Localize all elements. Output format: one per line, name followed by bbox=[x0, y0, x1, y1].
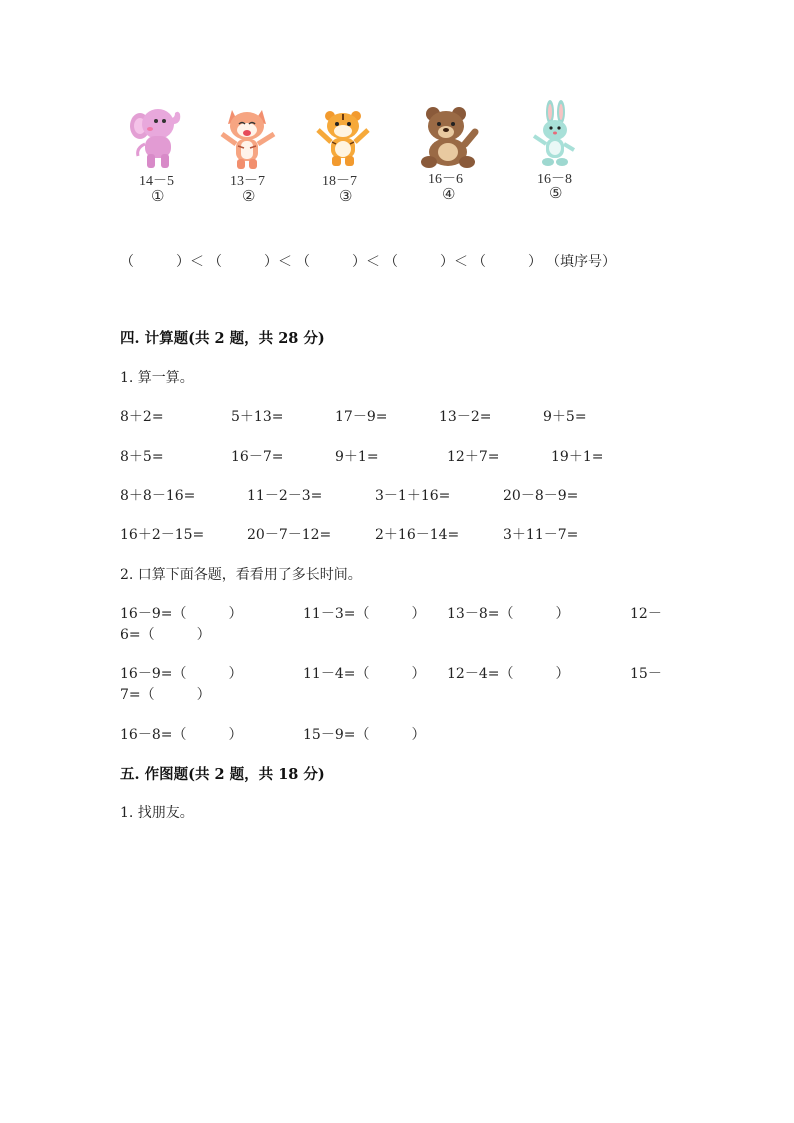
order-blank-5[interactable]: （ ） bbox=[472, 254, 542, 270]
cat-icon bbox=[218, 104, 280, 170]
order-blank-3[interactable]: （ ） bbox=[296, 254, 366, 270]
q2-item: 16－9=（ ） bbox=[120, 666, 243, 682]
q1-item: 9＋5= bbox=[543, 409, 587, 425]
animal-4-number: ④ bbox=[442, 185, 456, 203]
q1-item: 9＋1= bbox=[335, 449, 379, 465]
q2-item: 11－3=（ ） bbox=[303, 606, 426, 622]
bear-icon bbox=[417, 104, 481, 170]
q2-item: 12－4=（ ） bbox=[447, 666, 570, 682]
less-than-sign: ＜ bbox=[190, 254, 204, 270]
q1-item: 3－1＋16= bbox=[375, 488, 451, 504]
q1-item: 8＋5= bbox=[120, 449, 164, 465]
q1-item: 2＋16－14= bbox=[375, 527, 460, 543]
less-than-sign: ＜ bbox=[366, 254, 380, 270]
less-than-sign: ＜ bbox=[278, 254, 292, 270]
section-4-title: 四. 计算题(共 2 题，共 28 分) bbox=[120, 330, 325, 347]
elephant-icon bbox=[128, 104, 184, 170]
q1-item: 16＋2－15= bbox=[120, 527, 205, 543]
animal-3-expr: 18－7 bbox=[322, 174, 357, 189]
q2-item: 15－ bbox=[630, 666, 662, 682]
order-blank-1[interactable]: （ ） bbox=[120, 254, 190, 270]
q1-item: 20－7－12= bbox=[247, 527, 332, 543]
less-than-sign: ＜ bbox=[454, 254, 468, 270]
q2-item: 7=（ ） bbox=[120, 687, 211, 703]
q1-item: 16－7= bbox=[231, 449, 284, 465]
q1-item: 20－8－9= bbox=[503, 488, 579, 504]
q2-item: 12－ bbox=[630, 606, 662, 622]
q2-item: 13－8=（ ） bbox=[447, 606, 570, 622]
q1-item: 8＋8－16= bbox=[120, 488, 196, 504]
q1-item: 12＋7= bbox=[447, 449, 500, 465]
order-blank-2[interactable]: （ ） bbox=[208, 254, 278, 270]
animal-4-expr: 16－6 bbox=[428, 172, 463, 187]
q1-item: 3＋11－7= bbox=[503, 527, 579, 543]
q1-item: 11－2－3= bbox=[247, 488, 323, 504]
s5-q1-title: 1. 找朋友。 bbox=[120, 805, 194, 821]
section-5-title: 五. 作图题(共 2 题，共 18 分) bbox=[120, 766, 325, 783]
q1-item: 8＋2= bbox=[120, 409, 164, 425]
order-blank-4[interactable]: （ ） bbox=[384, 254, 454, 270]
animal-2-number: ② bbox=[242, 187, 256, 205]
q2-title: 2. 口算下面各题，看看用了多长时间。 bbox=[120, 567, 362, 583]
animal-5-number: ⑤ bbox=[549, 184, 563, 202]
q2-item: 6=（ ） bbox=[120, 627, 211, 643]
animal-3-number: ③ bbox=[339, 187, 353, 205]
q1-item: 13－2= bbox=[439, 409, 492, 425]
q2-item: 15－9=（ ） bbox=[303, 727, 426, 743]
q2-item: 16－9=（ ） bbox=[120, 606, 243, 622]
tiger-icon bbox=[312, 106, 374, 168]
animal-1-number: ① bbox=[151, 187, 165, 205]
animal-2-expr: 13－7 bbox=[230, 174, 265, 189]
q2-item: 11－4=（ ） bbox=[303, 666, 426, 682]
q1-item: 17－9= bbox=[335, 409, 388, 425]
animal-5-expr: 16－8 bbox=[537, 172, 572, 187]
order-hint: （填序号） bbox=[546, 254, 616, 270]
rabbit-icon bbox=[530, 100, 580, 168]
q1-title: 1. 算一算。 bbox=[120, 370, 194, 386]
animal-1-expr: 14－5 bbox=[139, 174, 174, 189]
q1-item: 5＋13= bbox=[231, 409, 284, 425]
q1-item: 19＋1= bbox=[551, 449, 604, 465]
q2-item: 16－8=（ ） bbox=[120, 727, 243, 743]
